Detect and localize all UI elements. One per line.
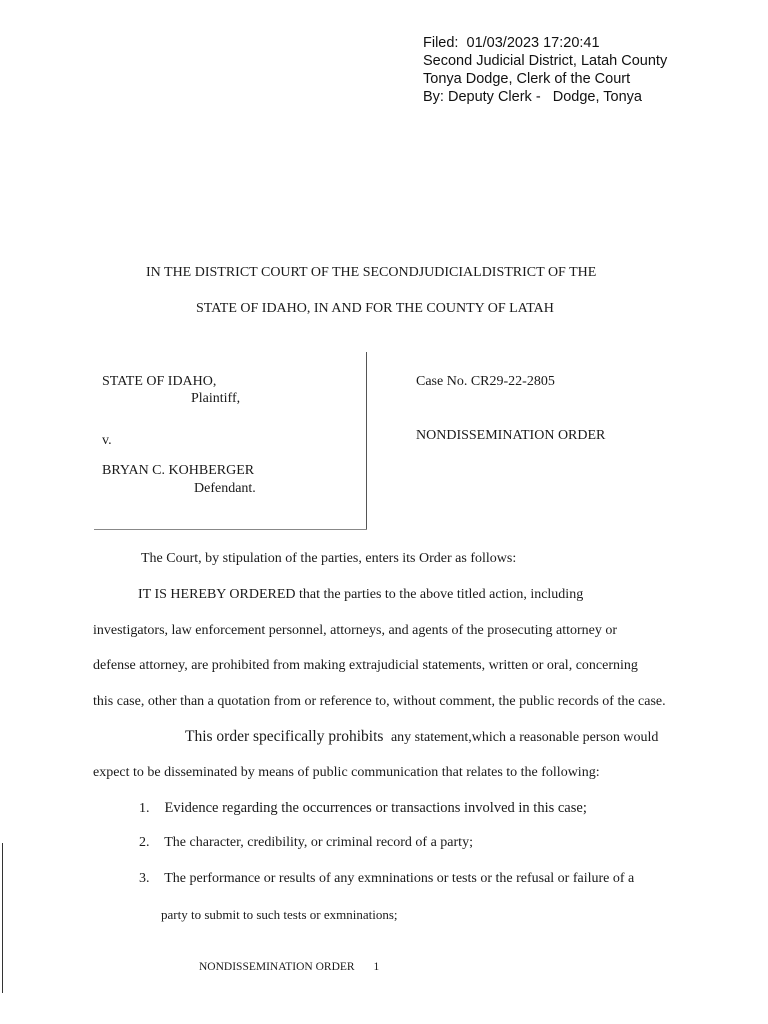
list-item-1 <box>139 800 587 817</box>
filing-stamp-district: Second Judicial District, Latah County <box>423 53 668 69</box>
prohibits-rest: any statement,which a reasonable person would <box>390 730 659 745</box>
caption-vertical-divider <box>366 352 367 530</box>
footer-page-number: 1 <box>373 961 380 973</box>
defendant-name: BRYAN C. KOHBERGER <box>102 463 255 478</box>
list-item-number: 2. <box>139 835 150 850</box>
court-heading-line2: STATE OF IDAHO, IN AND FOR THE COUNTY OF LATAH <box>196 301 554 316</box>
caption-bottom-divider <box>94 529 367 530</box>
list-item-text: The character, credibility, or criminal record of a party; <box>164 835 473 850</box>
versus-label: v. <box>102 433 112 448</box>
page-footer <box>199 961 379 973</box>
intro-paragraph: The Court, by stipulation of the parties, enters its Order as follows: <box>141 551 517 566</box>
filing-stamp <box>423 34 667 106</box>
filing-stamp-clerk: Tonya Dodge, Clerk of the Court <box>423 71 631 87</box>
order-line-1: IT IS HEREBY ORDERED that the parties to the above titled action, including <box>138 587 584 602</box>
list-item-text: Evidence regarding the occurrences or transactions involved in this case; <box>164 800 587 816</box>
plaintiff-name: STATE OF IDAHO, <box>102 374 217 389</box>
prohibits-line-2: expect to be disseminated by means of public communication that relates to the following: <box>93 765 600 780</box>
filing-stamp-deputy: By: Deputy Clerk - Dodge, Tonya <box>423 89 642 105</box>
list-item-3 <box>139 871 634 887</box>
case-number: Case No. CR29-22-2805 <box>416 374 555 389</box>
left-margin-line <box>2 843 3 993</box>
order-line-3: defense attorney, are prohibited from making extrajudicial statements, written or oral, concerning <box>93 658 638 673</box>
plaintiff-role: Plaintiff, <box>191 391 241 406</box>
list-item-number: 1. <box>139 801 150 816</box>
order-line-4: this case, other than a quotation from or reference to, without comment, the public records of the case. <box>93 694 666 709</box>
order-line-2: investigators, law enforcement personnel, attorneys, and agents of the prosecuting attorney or <box>93 623 618 638</box>
court-heading-line1: IN THE DISTRICT COURT OF THE SECONDJUDICIALDISTRICT OF THE <box>146 265 597 280</box>
footer-title: NONDISSEMINATION ORDER <box>199 961 355 973</box>
document-title: NONDISSEMINATION ORDER <box>416 428 606 443</box>
list-item-3-continued: party to submit to such tests or exmninations; <box>161 907 398 922</box>
defendant-role: Defendant. <box>194 481 256 496</box>
prohibits-lead: This order specifically prohibits <box>185 728 384 745</box>
list-item-number: 3. <box>139 871 150 886</box>
list-item-2 <box>139 835 473 851</box>
list-item-text: The performance or results of any exmninations or tests or the refusal or failure of a <box>164 871 635 886</box>
prohibits-line-1 <box>185 728 658 746</box>
filing-stamp-filed: Filed: 01/03/2023 17:20:41 <box>423 35 600 51</box>
